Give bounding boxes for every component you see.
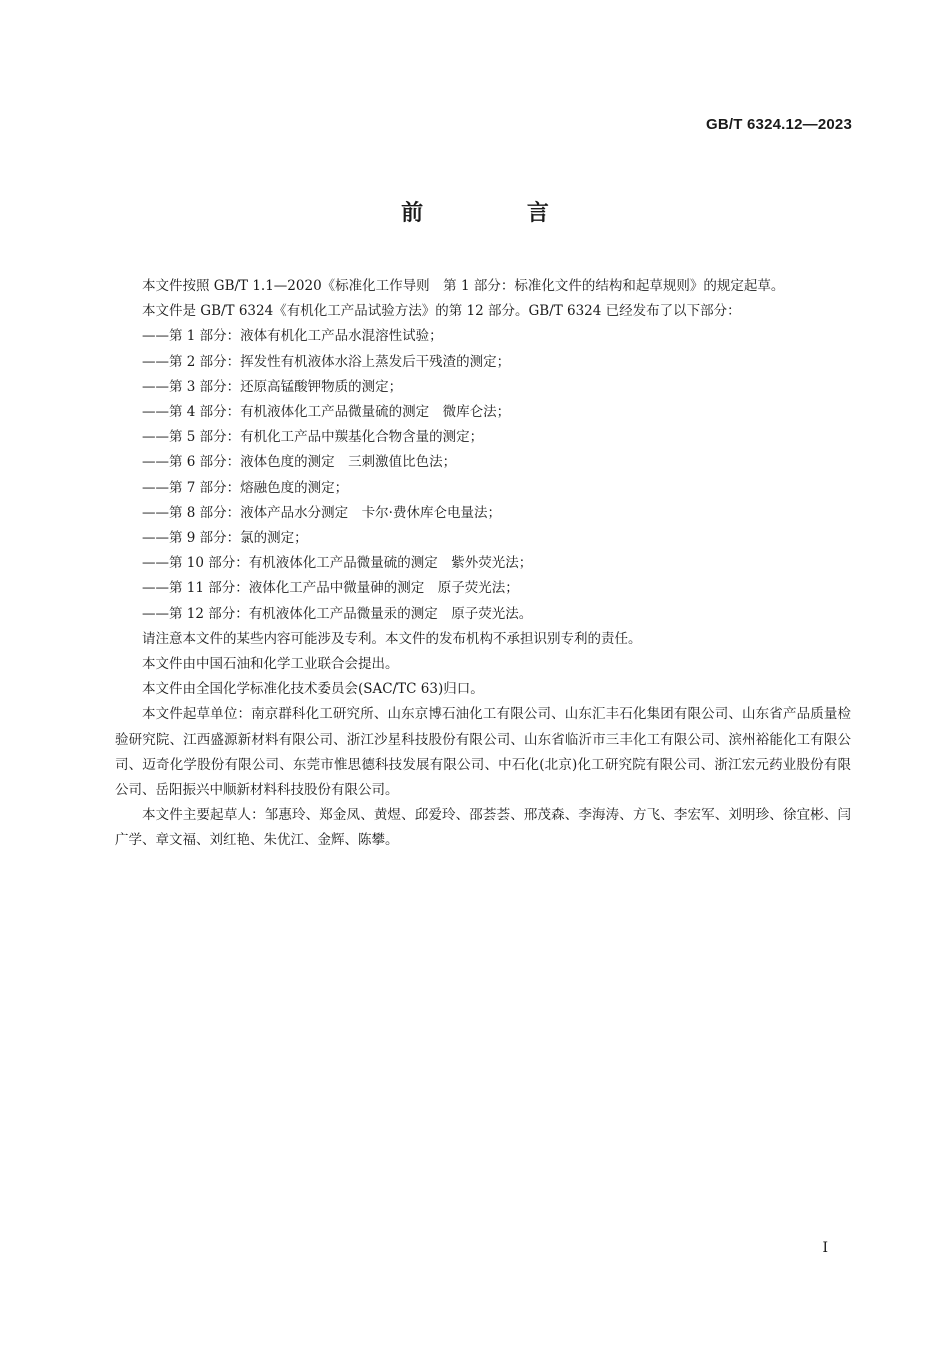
list-item: ——第 9 部分：氯的测定； [142,530,308,547]
paragraph-patent-notice: 请注意本文件的某些内容可能涉及专利。本文件的发布机构不承担识别专利的责任。 [142,630,642,647]
list-item: ——第 7 部分：熔融色度的测定； [142,479,349,496]
standard-number: GB/T 6324.12—2023 [706,116,852,133]
list-item: ——第 6 部分：液体色度的测定 三刺激值比色法； [142,454,457,471]
list-item: ——第 10 部分：有机液体化工产品微量硫的测定 紫外荧光法； [142,555,533,572]
paragraph-drafters: 本文件主要起草人：邹惠玲、郑金凤、黄煜、邱爱玲、邵荟荟、邢茂森、李海涛、方飞、李宏军、刘明珍、徐宜彬、闫广学、章文福、刘红艳、朱优江、金辉、陈攀。 [115,807,851,849]
page-title: 前 言 [401,201,597,226]
parts-list [115,324,851,626]
paragraph-technical-committee: 本文件由全国化学标准化技术委员会(SAC/TC 63)归口。 [142,681,484,698]
list-item: ——第 5 部分：有机化工产品中羰基化合物含量的测定； [142,429,484,446]
page-number: I [822,1240,828,1256]
list-item: ——第 8 部分：液体产品水分测定 卡尔·费休库仑电量法； [142,504,501,521]
list-item: ——第 2 部分：挥发性有机液体水浴上蒸发后干残渣的测定； [142,353,511,370]
list-item: ——第 4 部分：有机液体化工产品微量硫的测定 微库仑法； [142,404,511,421]
paragraph-proposer: 本文件由中国石油和化学工业联合会提出。 [142,656,399,673]
paragraph-drafting-organizations: 本文件起草单位：南京群科化工研究所、山东京博石油化工有限公司、山东汇丰石化集团有限公司、山东省产品质量检验研究院、江西盛源新材料有限公司、浙江沙星科技股份有限公司、山东省临沂市三丰化工有限公司、滨州裕能化工有限公司、迈奇化学股份有限公司、东莞市惟思德科技发展有限公司、中石化(北京)化工研究院有限公司、浙江宏元药业股份有限公司、岳阳振兴中顺新材料科技股份有限公司。 [115,706,851,799]
paragraph-drafting-rules: 本文件按照 GB/T 1.1—2020《标准化工作导则 第 1 部分：标准化文件的结构和起草规则》的规定起草。 [142,278,785,294]
list-item: ——第 1 部分：液体有机化工产品水混溶性试验； [142,328,443,345]
list-item: ——第 3 部分：还原高锰酸钾物质的测定； [142,378,403,395]
foreword-body [115,274,851,854]
list-item: ——第 11 部分：液体化工产品中微量砷的测定 原子荧光法； [142,580,519,597]
paragraph-series-intro: 本文件是 GB/T 6324《有机化工产品试验方法》的第 12 部分。GB/T 6324 已经发布了以下部分： [142,303,741,320]
list-item: ——第 12 部分：有机液体化工产品微量汞的测定 原子荧光法。 [142,605,533,622]
